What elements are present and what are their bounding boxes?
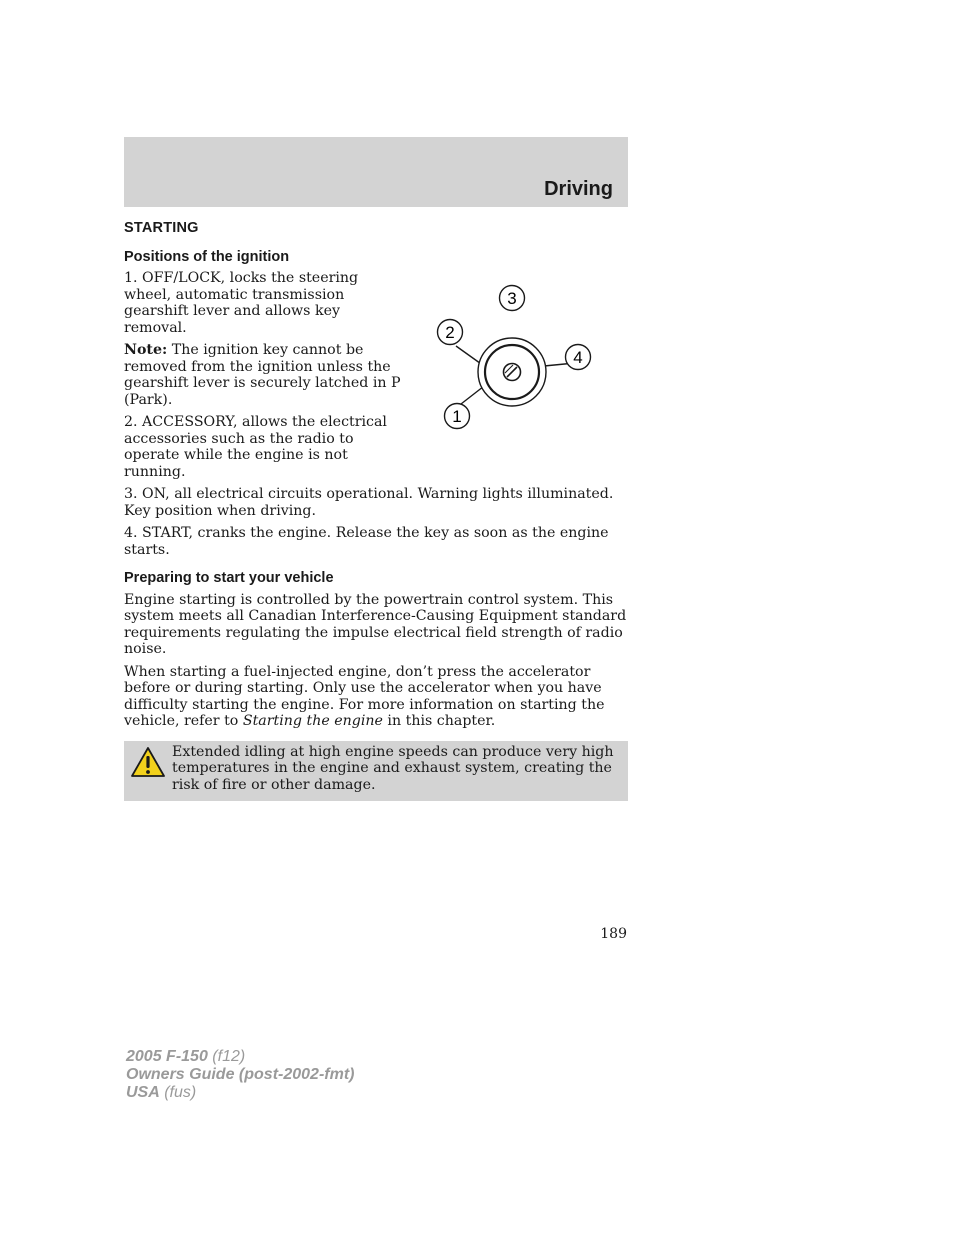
footer-guide: Owners Guide (post-2002-fmt) xyxy=(126,1066,355,1083)
section-title: STARTING xyxy=(124,220,199,236)
ignition-item-3: 3. ON, all electrical circuits operational. Warning lights illuminated. Key position when driving. xyxy=(124,486,614,519)
svg-text:1: 1 xyxy=(452,407,462,426)
para2-text: When starting a fuel-injected engine, don’t press the accelerator before or during starting. Only use the accelerator when you have difficulty starting the engine. For more information on starting the vehicle, refer to xyxy=(124,663,605,729)
warning-triangle-icon xyxy=(130,746,166,778)
note-label: Note: xyxy=(124,342,168,358)
svg-text:4: 4 xyxy=(573,348,583,367)
warning-box xyxy=(124,741,628,802)
svg-text:3: 3 xyxy=(507,289,517,308)
footer-model: 2005 F-150 xyxy=(126,1048,208,1065)
page-content xyxy=(124,220,628,801)
chapter-title: Driving xyxy=(544,178,613,200)
footer-line-2 xyxy=(126,1066,354,1084)
footer-line-1 xyxy=(126,1048,354,1066)
chapter-header xyxy=(124,137,628,207)
position-label-2 xyxy=(438,320,463,345)
footer-line-3 xyxy=(126,1084,354,1102)
document-footer xyxy=(126,1048,354,1102)
warning-text: Extended idling at high engine speeds can produce very high temperatures in the engine and exhaust system, creating the risk of fire or other damage. xyxy=(172,743,614,793)
ignition-heading: Positions of the ignition xyxy=(124,248,290,265)
footer-market-code: (fus) xyxy=(159,1084,197,1101)
position-label-4 xyxy=(566,345,591,370)
ignition-item-4: 4. START, cranks the engine. Release the key as soon as the engine starts. xyxy=(124,525,609,558)
ignition-note xyxy=(124,342,402,408)
preparing-paragraph-1: Engine starting is controlled by the powertrain control system. This system meets all Canadian Interference-Causing Equipment standard requirements regulating the impulse electrical field strength of radio noise. xyxy=(124,591,627,657)
note-text: The ignition key cannot be removed from the ignition unless the gearshift lever is securely latched in P (Park). xyxy=(124,342,401,408)
preparing-paragraph-2 xyxy=(124,664,628,730)
footer-market: USA xyxy=(126,1084,160,1101)
para2-text-end: in this chapter. xyxy=(382,713,496,729)
ignition-item-2: 2. ACCESSORY, allows the electrical accessories such as the radio to operate while the engine is not running. xyxy=(124,414,387,480)
footer-model-code: (f12) xyxy=(207,1048,246,1065)
svg-text:2: 2 xyxy=(445,323,455,342)
position-label-1 xyxy=(445,404,470,429)
page-number: 189 xyxy=(600,926,627,942)
position-label-3 xyxy=(500,286,525,311)
ignition-positions-diagram xyxy=(434,280,614,440)
ignition-item-1: 1. OFF/LOCK, locks the steering wheel, automatic transmission gearshift lever and allows key removal. xyxy=(124,270,359,336)
cross-reference: Starting the engine xyxy=(242,713,383,729)
preparing-heading: Preparing to start your vehicle xyxy=(124,570,334,586)
